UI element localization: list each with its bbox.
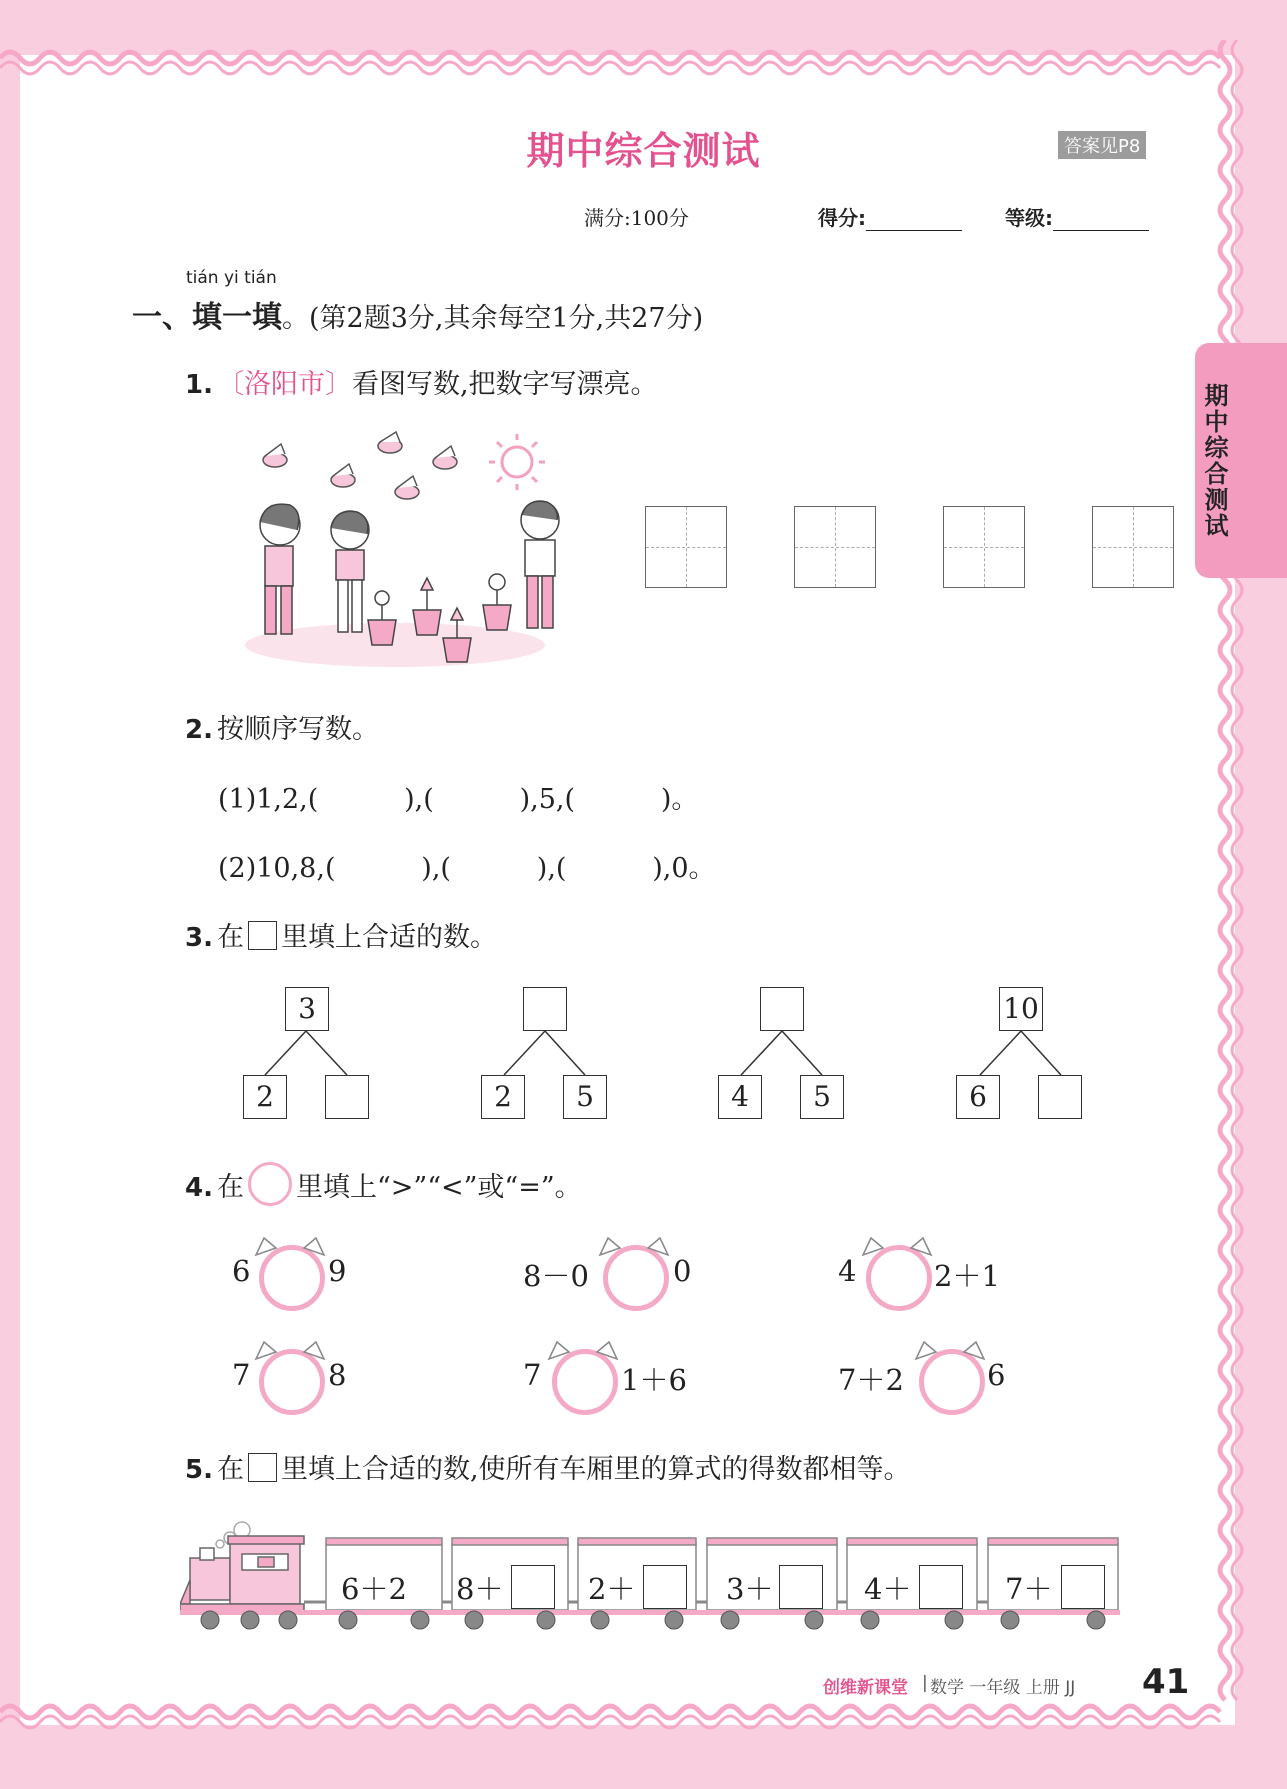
full-score-label: 满分:100分 bbox=[584, 206, 689, 230]
question-text: 在 bbox=[216, 922, 244, 953]
score-label: 得分: bbox=[818, 206, 866, 230]
number-bond-total[interactable]: 3 bbox=[285, 987, 329, 1031]
compare-right: 0 bbox=[673, 1254, 692, 1288]
question-number: 3. bbox=[185, 923, 213, 953]
question-text: 里填上合适的数。 bbox=[280, 922, 497, 953]
side-tab-label: 期 中 综 合 测 试 bbox=[1204, 382, 1229, 540]
number-bond-part[interactable]: 2 bbox=[481, 1075, 525, 1119]
question-text: 里填上合适的数,使所有车厢里的算式的得数都相等。 bbox=[280, 1454, 911, 1485]
section-note: 。(第2题3分,其余每空1分,共27分) bbox=[282, 303, 704, 334]
question-number: 2. bbox=[185, 715, 213, 745]
sequence-line-1: (1)1,2,( ),( ),5,( )。 bbox=[218, 784, 699, 815]
answer-reference-tag: 答案见P8 bbox=[1058, 131, 1146, 159]
car-expression: 7＋ bbox=[1005, 1572, 1053, 1606]
number-bond-total[interactable]: 10 bbox=[999, 987, 1043, 1031]
car-answer-box[interactable] bbox=[779, 1565, 823, 1609]
car-expression: 8＋ bbox=[456, 1572, 504, 1606]
compare-left: 8－0 bbox=[523, 1259, 589, 1293]
compare-right: 1＋6 bbox=[621, 1363, 687, 1397]
number-bond-part[interactable]: 5 bbox=[800, 1075, 844, 1119]
question-number: 4. bbox=[185, 1173, 213, 1203]
number-bond-part[interactable]: 5 bbox=[563, 1075, 607, 1119]
compare-right: 6 bbox=[987, 1358, 1006, 1392]
page-number: 41 bbox=[1142, 1662, 1190, 1702]
question-text: 在 bbox=[216, 1454, 244, 1485]
car-expression: 3＋ bbox=[726, 1572, 774, 1606]
car-expression: 2＋ bbox=[588, 1572, 636, 1606]
question-5 bbox=[185, 1447, 911, 1486]
compare-right: 9 bbox=[328, 1254, 347, 1288]
number-bond-part[interactable]: 2 bbox=[243, 1075, 287, 1119]
question-text: 里填上“>”“<”或“=”。 bbox=[295, 1172, 582, 1203]
question-number: 1. bbox=[185, 370, 213, 400]
car-answer-box[interactable] bbox=[919, 1565, 963, 1609]
question-text: 看图写数,把数字写漂亮。 bbox=[351, 369, 658, 400]
question-number: 5. bbox=[185, 1455, 213, 1485]
number-bond-part[interactable]: 4 bbox=[718, 1075, 762, 1119]
page-title: 期中综合测试 bbox=[526, 129, 761, 173]
car-answer-box[interactable] bbox=[1061, 1565, 1105, 1609]
compare-left: 7 bbox=[523, 1358, 542, 1392]
question-text: 按顺序写数。 bbox=[216, 714, 379, 745]
locomotive-icon bbox=[180, 1536, 304, 1614]
sequence-line-2: (2)10,8,( ),( ),( ),0。 bbox=[218, 853, 716, 884]
footer-divider: | bbox=[922, 1673, 928, 1693]
car-expression: 6＋2 bbox=[341, 1572, 407, 1606]
number-bond-part[interactable]: 6 bbox=[956, 1075, 1000, 1119]
compare-left: 7＋2 bbox=[838, 1363, 904, 1397]
car-expression: 4＋ bbox=[864, 1572, 912, 1606]
section-title: 填一填 bbox=[192, 300, 282, 335]
footer-brand: 创维新课堂 bbox=[823, 1678, 908, 1698]
question-text: 在 bbox=[216, 1172, 244, 1203]
square-box-icon bbox=[248, 1453, 277, 1482]
compare-right: 8 bbox=[328, 1358, 347, 1392]
footer-info: 数学 一年级 上册 JJ bbox=[930, 1678, 1076, 1698]
grade-label: 等级: bbox=[1005, 206, 1053, 230]
section-pinyin: tián yi tián bbox=[186, 268, 277, 288]
compare-left: 6 bbox=[232, 1254, 251, 1288]
compare-left: 7 bbox=[232, 1358, 251, 1392]
section-number: 一、 bbox=[132, 300, 192, 335]
question-source-tag: 〔洛阳市〕 bbox=[216, 369, 352, 400]
car-answer-box[interactable] bbox=[511, 1565, 555, 1609]
compare-left: 4 bbox=[838, 1254, 857, 1288]
car-answer-box[interactable] bbox=[643, 1565, 687, 1609]
compare-right: 2＋1 bbox=[934, 1259, 1000, 1293]
